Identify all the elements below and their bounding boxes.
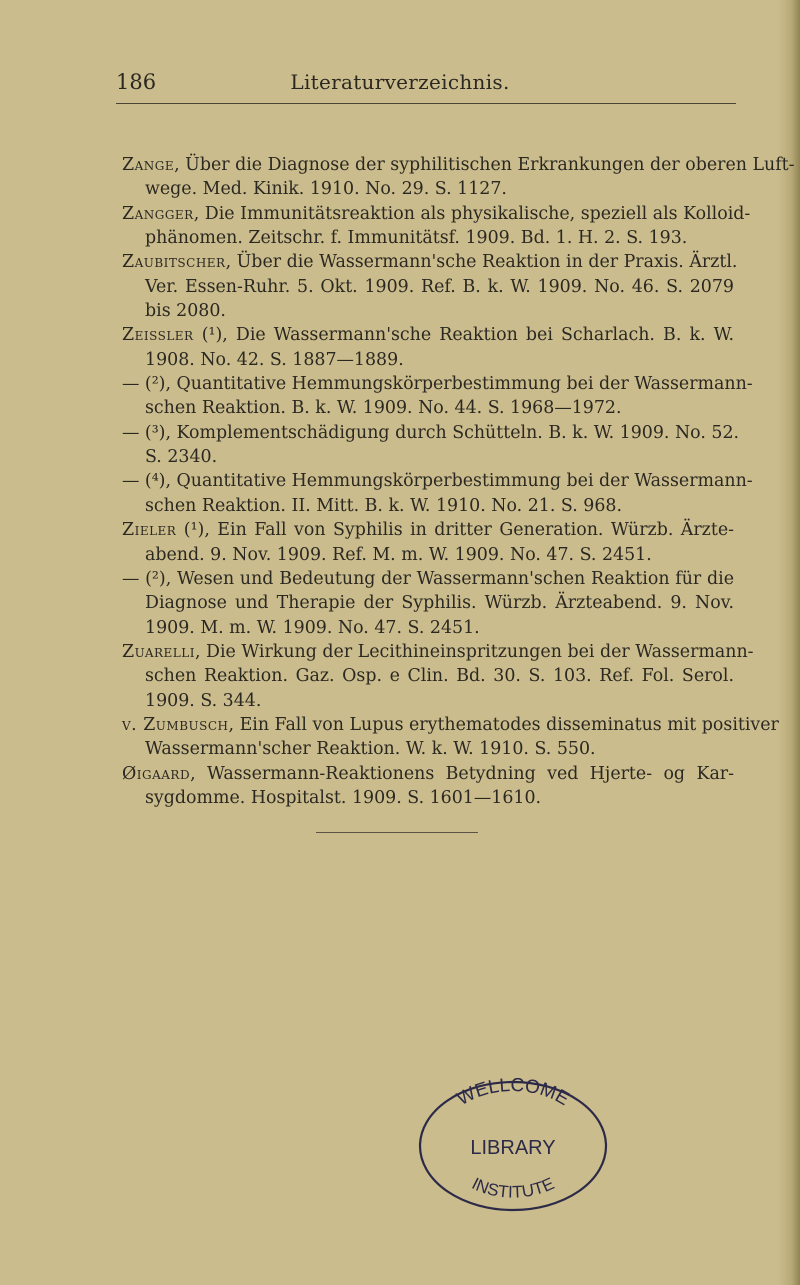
entry-text: schen Reaktion. II. Mitt. B. k. W. 1910. No. 21. S. 968. — [145, 495, 622, 516]
author-name: Zieler — [122, 520, 177, 541]
bibliography-entry — [122, 762, 734, 811]
entry-text: Diagnose und Therapie der Syphilis. Würzb. Ärzteabend. 9. Nov. — [145, 593, 734, 614]
entry-first-line — [122, 153, 795, 177]
bibliography-entry — [122, 250, 738, 323]
entry-text: schen Reaktion. B. k. W. 1909. No. 44. S. 1968—1972. — [145, 398, 622, 419]
entry-first-line — [122, 567, 734, 591]
entry-continuation-line — [122, 786, 734, 810]
entry-text: Ver. Essen-Ruhr. 5. Okt. 1909. Ref. B. k. W. 1909. No. 46. S. 2079 — [145, 276, 734, 297]
author-name: — — [122, 422, 140, 443]
entry-continuation-line — [122, 226, 734, 250]
stamp-middle-text: LIBRARY — [470, 1137, 556, 1159]
bibliography-entry — [122, 469, 753, 518]
author-name: Øigaard — [122, 763, 191, 784]
svg-text:WELLCOME — [454, 1078, 573, 1110]
entry-first-line — [122, 202, 751, 226]
page-number: 186 — [116, 70, 157, 94]
entry-text: 1909. S. 344. — [145, 690, 262, 711]
entry-continuation-line — [122, 737, 734, 761]
entry-text: (¹), Ein Fall von Syphilis in dritter Generation. Würzb. Ärzte- — [176, 520, 734, 541]
entry-first-line — [122, 518, 734, 542]
entry-text: sygdomme. Hospitalst. 1909. S. 1601—1610. — [145, 787, 542, 808]
entry-continuation-line — [122, 616, 734, 640]
entry-text: , Über die Wassermann'sche Reaktion in der Praxis. Ärztl. — [225, 252, 738, 273]
stamp-bottom-text: INSTITUTE — [468, 1173, 558, 1202]
entry-text: schen Reaktion. Gaz. Osp. e Clin. Bd. 30. S. 103. Ref. Fol. Serol. — [145, 666, 734, 687]
entry-text: S. 2340. — [145, 447, 218, 468]
entry-text: (²), Quantitative Hemmungskörperbestimmung bei der Wassermann- — [139, 374, 753, 395]
library-stamp — [416, 1078, 610, 1214]
bibliography-entry — [122, 421, 740, 470]
author-name: Zuarelli — [122, 641, 195, 662]
entry-continuation-line — [122, 664, 734, 688]
author-name: Zeissler — [122, 325, 194, 346]
entry-text: (²), Wesen und Bedeutung der Wassermann'schen Reaktion für die — [139, 568, 734, 589]
bibliography-entry — [122, 202, 751, 251]
author-name: Zange — [122, 155, 175, 175]
entry-first-line — [122, 421, 740, 445]
author-name: — — [122, 471, 140, 492]
entry-text: (¹), Die Wassermann'sche Reaktion bei Scharlach. B. k. W. — [193, 325, 734, 346]
author-name: Zaubitscher — [122, 252, 226, 273]
entry-first-line — [122, 713, 779, 737]
entry-text: , Über die Diagnose der syphilitischen Erkrankungen der oberen Luft- — [174, 155, 795, 175]
entry-text: abend. 9. Nov. 1909. Ref. M. m. W. 1909. No. 47. S. 2451. — [145, 544, 652, 565]
entry-text: , Die Immunitätsreaktion als physikalische, speziell als Kolloid- — [193, 203, 751, 224]
entry-first-line — [122, 323, 734, 347]
bibliography-entry — [122, 640, 754, 713]
entry-text: (⁴), Quantitative Hemmungskörperbestimmung bei der Wassermann- — [139, 471, 753, 492]
entry-continuation-line — [122, 275, 734, 299]
bibliography-entry — [122, 323, 734, 372]
bibliography-entry — [122, 153, 795, 202]
entry-text: , Wassermann-Reaktionens Betydning ved Hjerte- og Kar- — [190, 763, 734, 784]
entry-first-line — [122, 469, 753, 493]
running-title: Literaturverzeichnis. — [290, 70, 510, 94]
entry-continuation-line — [122, 348, 734, 372]
author-name: — — [122, 568, 140, 589]
entry-first-line — [122, 250, 738, 274]
author-name: — — [122, 374, 140, 395]
svg-text:INSTITUTE — [469, 1174, 557, 1202]
bibliography-entry — [122, 372, 753, 421]
author-name: Zangger — [122, 203, 194, 224]
entry-text: bis 2080. — [145, 301, 226, 322]
bibliography-list — [122, 153, 795, 810]
author-name: v. Zumbusch — [122, 714, 229, 735]
footnote-rule — [316, 832, 478, 833]
entry-continuation-line — [122, 494, 734, 518]
entry-text: , Ein Fall von Lupus erythematodes disseminatus mit positiver — [228, 714, 779, 735]
entry-text: 1908. No. 42. S. 1887—1889. — [145, 349, 404, 370]
entry-first-line — [122, 762, 734, 786]
entry-text: Wassermann'scher Reaktion. W. k. W. 1910. S. 550. — [145, 739, 596, 760]
entry-continuation-line — [122, 299, 734, 323]
entry-text: phänomen. Zeitschr. f. Immunitätsf. 1909. Bd. 1. H. 2. S. 193. — [145, 228, 688, 249]
bibliography-entry — [122, 713, 779, 762]
entry-first-line — [122, 372, 753, 396]
page-edge — [778, 0, 800, 1285]
header-rule — [116, 103, 736, 104]
entry-continuation-line — [122, 591, 734, 615]
entry-continuation-line — [122, 396, 734, 420]
entry-continuation-line — [122, 543, 734, 567]
entry-text: wege. Med. Kinik. 1910. No. 29. S. 1127. — [145, 179, 507, 200]
entry-text: 1909. M. m. W. 1909. No. 47. S. 2451. — [145, 617, 480, 638]
bibliography-entry — [122, 567, 734, 640]
entry-text: , Die Wirkung der Lecithineinspritzungen bei der Wassermann- — [194, 641, 754, 662]
entry-continuation-line — [122, 445, 734, 469]
entry-continuation-line — [122, 689, 734, 713]
bibliography-entry — [122, 518, 734, 567]
entry-continuation-line — [122, 177, 734, 201]
stamp-top-text: WELLCOME — [453, 1078, 573, 1111]
entry-text: (³), Komplementschädigung durch Schütteln. B. k. W. 1909. No. 52. — [139, 422, 740, 443]
entry-first-line — [122, 640, 754, 664]
